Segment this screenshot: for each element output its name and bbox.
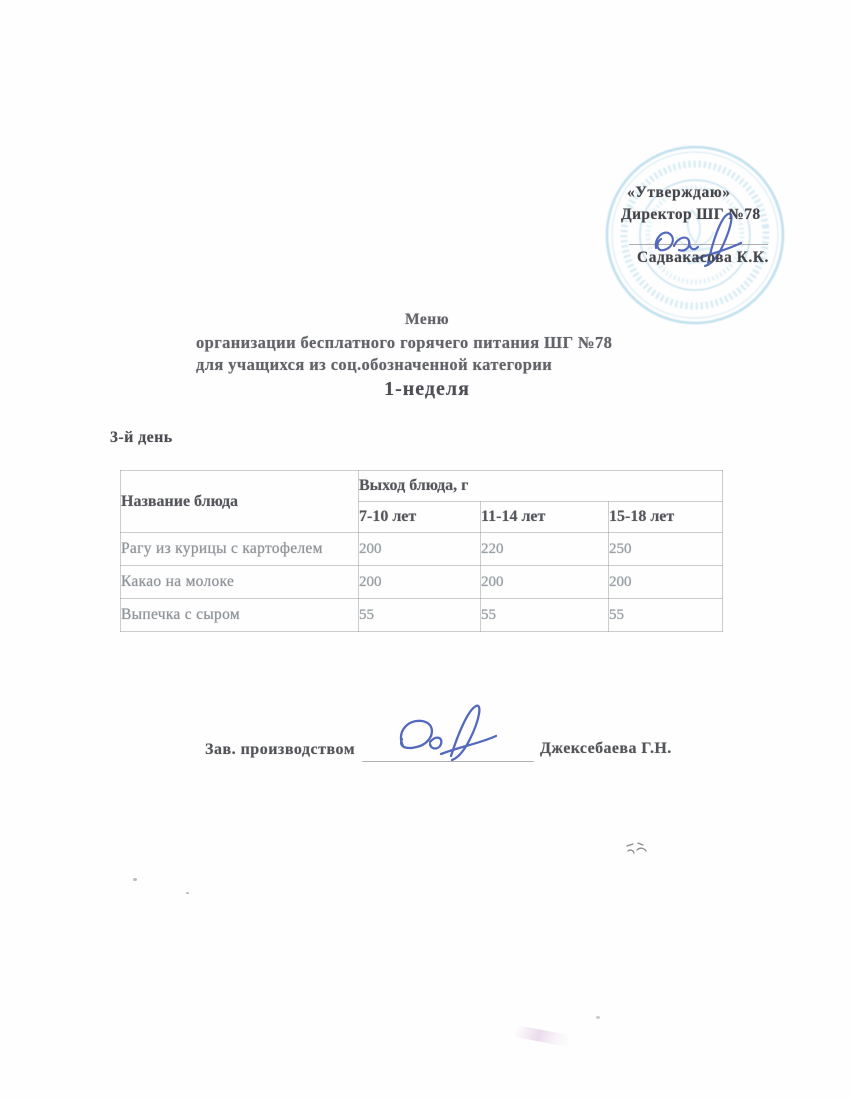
table-row xyxy=(121,599,723,632)
director-title-line: Директор ШГ №78 xyxy=(621,206,761,223)
dish-name-cell: Какао на молоке xyxy=(121,566,359,599)
approve-word: «Утверждаю» xyxy=(627,184,731,201)
document-title-block xyxy=(196,311,658,401)
age-group-header: 11-14 лет xyxy=(481,502,609,533)
manager-signature xyxy=(372,698,532,768)
production-manager-label: Зав. производством xyxy=(205,741,356,758)
table-row xyxy=(121,566,723,599)
director-signature-line xyxy=(629,244,768,245)
manager-name: Джексебаева Г.Н. xyxy=(540,740,672,757)
ink-smudge xyxy=(511,1024,572,1047)
title-menu-word: Меню xyxy=(404,311,450,328)
scan-speck xyxy=(596,1016,600,1019)
scan-speck xyxy=(133,878,137,881)
output-column-header: Выход блюда, г xyxy=(359,471,723,502)
portion-cell: 250 xyxy=(609,533,723,566)
portion-cell: 55 xyxy=(609,599,723,632)
dish-name-cell: Выпечка с сыром xyxy=(121,599,359,632)
manager-signature-line xyxy=(362,761,534,762)
table-row xyxy=(121,533,723,566)
title-week-label: 1-неделя xyxy=(384,378,470,400)
director-name: Садвакасова К.К. xyxy=(637,249,769,266)
title-organization-line: организации бесплатного горячего питания ШГ №78 xyxy=(196,333,613,352)
age-group-header: 15-18 лет xyxy=(609,502,723,533)
portion-cell: 220 xyxy=(481,533,609,566)
portion-cell: 55 xyxy=(359,599,481,632)
scan-speck xyxy=(186,892,189,894)
menu-table xyxy=(120,470,723,632)
age-group-header: 7-10 лет xyxy=(359,502,481,533)
day-heading: 3-й день xyxy=(110,429,173,446)
portion-cell: 200 xyxy=(359,533,481,566)
portion-cell: 200 xyxy=(609,566,723,599)
portion-cell: 200 xyxy=(481,566,609,599)
title-category-line: для учащихся из соц.обозначенной категории xyxy=(196,355,553,374)
portion-cell: 200 xyxy=(359,566,481,599)
dish-name-cell: Рагу из курицы с картофелем xyxy=(121,533,359,566)
portion-cell: 55 xyxy=(481,599,609,632)
pencil-scribble-mark xyxy=(624,838,652,860)
table-header-row-1 xyxy=(121,471,723,502)
dish-column-header: Название блюда xyxy=(121,471,359,533)
